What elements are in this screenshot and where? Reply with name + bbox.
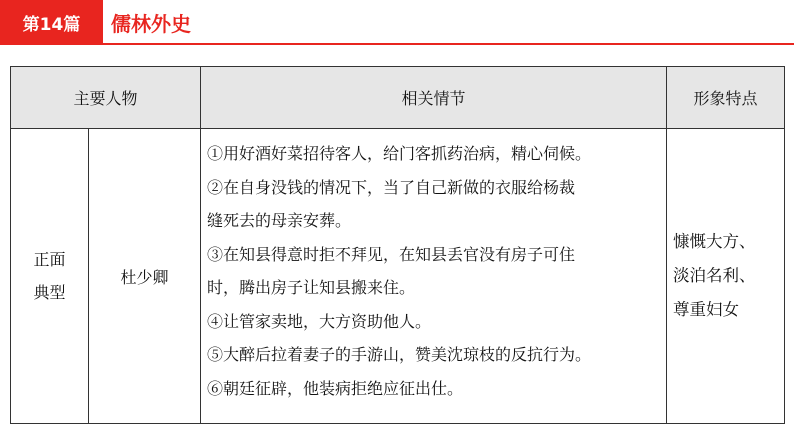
plot-line: ④让管家卖地，大方资助他人。: [207, 311, 432, 331]
category-line: 正面: [33, 250, 66, 269]
chapter-tag: 第14篇: [0, 0, 103, 45]
plot-cell: [201, 129, 667, 424]
header-traits: 形象特点: [667, 67, 785, 129]
plot-line: ⑤大醉后拉着妻子的手游山，赞美沈琼枝的反抗行为。: [207, 345, 592, 364]
trait-line: 慷慨大方、: [673, 232, 756, 251]
plot-line: ⑥朝廷征辟，他装病拒绝应征出仕。: [207, 378, 464, 398]
character-name: 杜少卿: [89, 129, 201, 424]
table-header-row: [11, 67, 785, 129]
header-divider: [103, 43, 794, 45]
header-bar: [0, 0, 794, 45]
category-line: 典型: [33, 283, 66, 302]
plot-line: ③在知县得意时拒不拜见，在知县丢官没有房子可住: [207, 244, 576, 264]
trait-line: 尊重妇女: [673, 300, 740, 319]
page-title: 儒林外史: [111, 12, 191, 36]
category-cell: [11, 129, 89, 424]
trait-line: 淡泊名利、: [673, 266, 756, 285]
plot-line: 时，腾出房子让知县搬来住。: [207, 278, 416, 297]
plot-line: ②在自身没钱的情况下，当了自己新做的衣服给杨裁: [207, 177, 576, 197]
character-table: [10, 66, 785, 424]
plot-line: 缝死去的母亲安葬。: [207, 211, 352, 230]
plot-line: ①用好酒好菜招待客人，给门客抓药治病，精心伺候。: [207, 144, 592, 163]
table-row: [11, 129, 785, 424]
header-characters: 主要人物: [11, 67, 201, 129]
header-plot: 相关情节: [201, 67, 667, 129]
traits-cell: [667, 129, 785, 424]
